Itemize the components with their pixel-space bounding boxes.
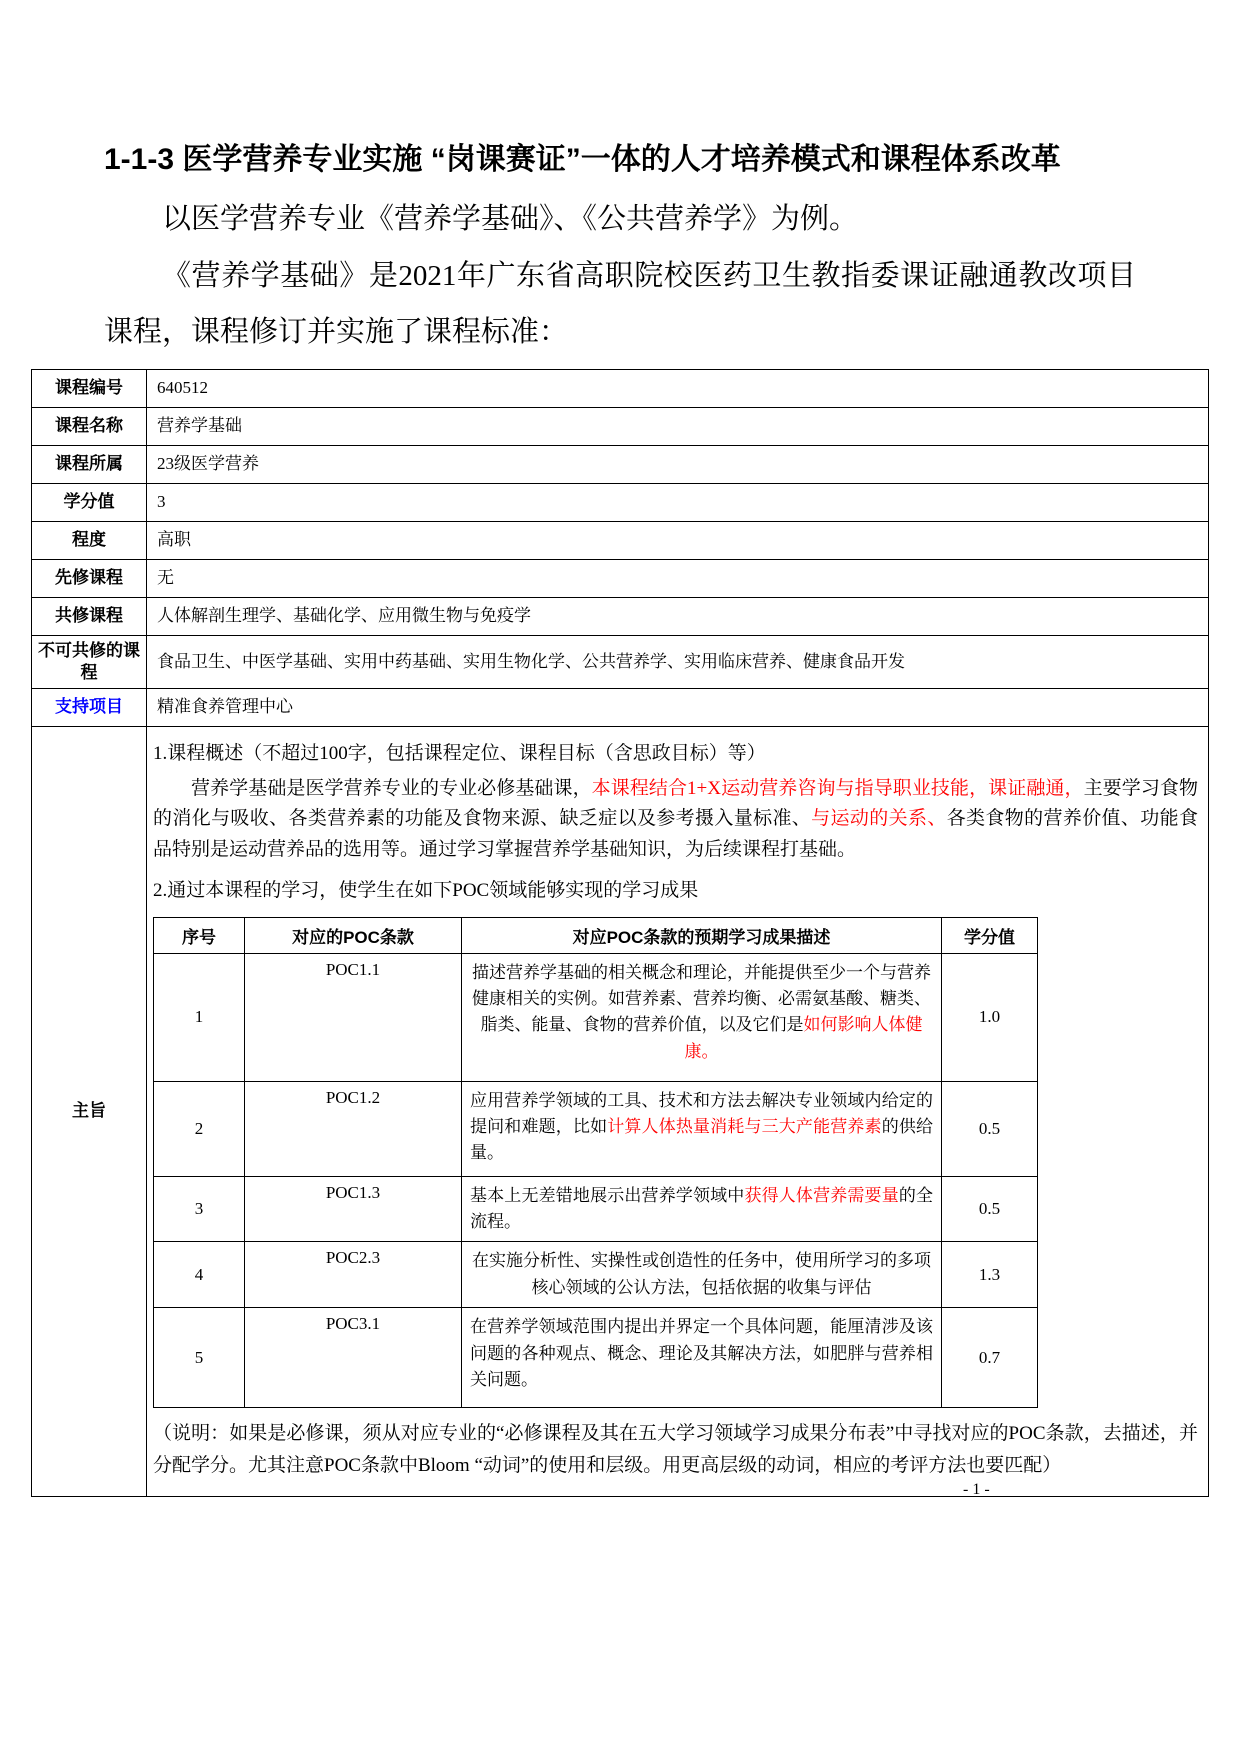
poc-credit: 0.5: [942, 1081, 1038, 1176]
page-number: - 1 -: [963, 1481, 990, 1498]
field-label: 共修课程: [32, 597, 147, 635]
course-info-row: [32, 688, 1209, 726]
course-overview-paragraph: 营养学基础是医学营养专业的专业必修基础课，本课程结合1+X运动营养咨询与指导职业技能，课证融通，主要学习食物的消化与吸收、各类营养素的功能及食物来源、缺乏症以及参考摄入量标准、与运动的关系、各类食物的营养价值、功能食品特别是运动营养品的选用等。通过学习掌握营养学基础知识，为后续课程打基础。: [153, 777, 1198, 861]
main-purpose-cell: [147, 726, 1209, 1496]
field-label-purpose: 主旨: [32, 726, 147, 1496]
course-info-row: [32, 483, 1209, 521]
poc-row: [154, 953, 1038, 1081]
note-paragraph: （说明：如果是必修课，须从对应专业的“必修课程及其在五大学习领域学习成果分布表”中寻找对应的POC条款，去描述，并分配学分。尤其注意POC条款中Bloom “动词”的使用和层级。用更高层级的动词，相应的考评方法也要匹配）: [153, 1423, 1198, 1477]
field-value: 高职: [147, 521, 1209, 559]
poc-header-desc: 对应POC条款的预期学习成果描述: [462, 917, 942, 953]
poc-outcomes-table: [153, 917, 1038, 1409]
field-value: 23级医学营养: [147, 445, 1209, 483]
poc-description: 描述营养学基础的相关概念和理论，并能提供至少一个与营养健康相关的实例。如营养素、营养均衡、必需氨基酸、糖类、脂类、能量、食物的营养价值，以及它们是如何影响人体健康。: [462, 953, 942, 1081]
field-value: 食品卫生、中医学基础、实用中药基础、实用生物化学、公共营养学、实用临床营养、健康食品开发: [147, 635, 1209, 688]
page-title: 1-1-3 医学营养专业实施 “岗课赛证”一体的人才培养模式和课程体系改革: [104, 143, 1061, 176]
poc-credit: 1.0: [942, 953, 1038, 1081]
main-purpose-row: [32, 726, 1209, 1496]
poc-credit: 0.7: [942, 1308, 1038, 1408]
poc-header-credit: 学分值: [942, 917, 1038, 953]
poc-description: 基本上无差错地展示出营养学领域中获得人体营养需要量的全流程。: [462, 1176, 942, 1242]
field-value: 无: [147, 559, 1209, 597]
poc-clause: POC1.3: [245, 1176, 462, 1242]
field-value: 营养学基础: [147, 407, 1209, 445]
intro-paragraph-1: 以医学营养专业《营养学基础》、《公共营养学》为例。: [162, 203, 859, 235]
field-label: 不可共修的课程: [32, 635, 147, 688]
poc-clause: POC2.3: [245, 1242, 462, 1308]
field-label: 课程编号: [32, 369, 147, 407]
field-value: 640512: [147, 369, 1209, 407]
field-value: 精准食养管理中心: [147, 688, 1209, 726]
field-label: 课程所属: [32, 445, 147, 483]
poc-header-clause: 对应的POC条款: [245, 917, 462, 953]
field-value: 3: [147, 483, 1209, 521]
field-label: 课程名称: [32, 407, 147, 445]
course-info-row: [32, 635, 1209, 688]
poc-no: 1: [154, 953, 245, 1081]
course-info-row: [32, 597, 1209, 635]
section-2-heading: 2.通过本课程的学习，使学生在如下POC领域能够实现的学习成果: [153, 879, 699, 901]
poc-no: 4: [154, 1242, 245, 1308]
poc-clause: POC1.2: [245, 1081, 462, 1176]
poc-no: 5: [154, 1308, 245, 1408]
field-label: 程度: [32, 521, 147, 559]
course-info-row: [32, 369, 1209, 407]
poc-description: 应用营养学领域的工具、技术和方法去解决专业领域内给定的提问和难题，比如计算人体热量消耗与三大产能营养素的供给量。: [462, 1081, 942, 1176]
poc-header-no: 序号: [154, 917, 245, 953]
course-info-table: [31, 369, 1209, 1498]
document-text-block: [0, 0, 1240, 361]
poc-no: 3: [154, 1176, 245, 1242]
poc-row: [154, 1308, 1038, 1408]
poc-clause: POC3.1: [245, 1308, 462, 1408]
course-info-row: [32, 445, 1209, 483]
poc-clause: POC1.1: [245, 953, 462, 1081]
poc-table-header-row: [154, 917, 1038, 953]
field-label: 学分值: [32, 483, 147, 521]
poc-row: [154, 1176, 1038, 1242]
poc-row: [154, 1081, 1038, 1176]
section-1-heading: 1.课程概述（不超过100字，包括课程定位、课程目标（含思政目标）等）: [153, 742, 766, 764]
poc-credit: 1.3: [942, 1242, 1038, 1308]
poc-no: 2: [154, 1081, 245, 1176]
poc-description: 在营养学领域范围内提出并界定一个具体问题，能厘清涉及该问题的各种观点、概念、理论及其解决方法，如肥胖与营养相关问题。: [462, 1308, 942, 1408]
field-label: 先修课程: [32, 559, 147, 597]
course-info-row: [32, 521, 1209, 559]
poc-row: [154, 1242, 1038, 1308]
field-value: 人体解剖生理学、基础化学、应用微生物与免疫学: [147, 597, 1209, 635]
intro-paragraph-2: 《营养学基础》是2021年广东省高职院校医药卫生教指委课证融通教改项目课程，课程修订并实施了课程标准：: [104, 259, 1136, 349]
course-info-row: [32, 407, 1209, 445]
field-label-support-project: 支持项目: [32, 688, 147, 726]
poc-credit: 0.5: [942, 1176, 1038, 1242]
course-info-row: [32, 559, 1209, 597]
poc-description: 在实施分析性、实操性或创造性的任务中，使用所学习的多项核心领域的公认方法，包括依据的收集与评估: [462, 1242, 942, 1308]
